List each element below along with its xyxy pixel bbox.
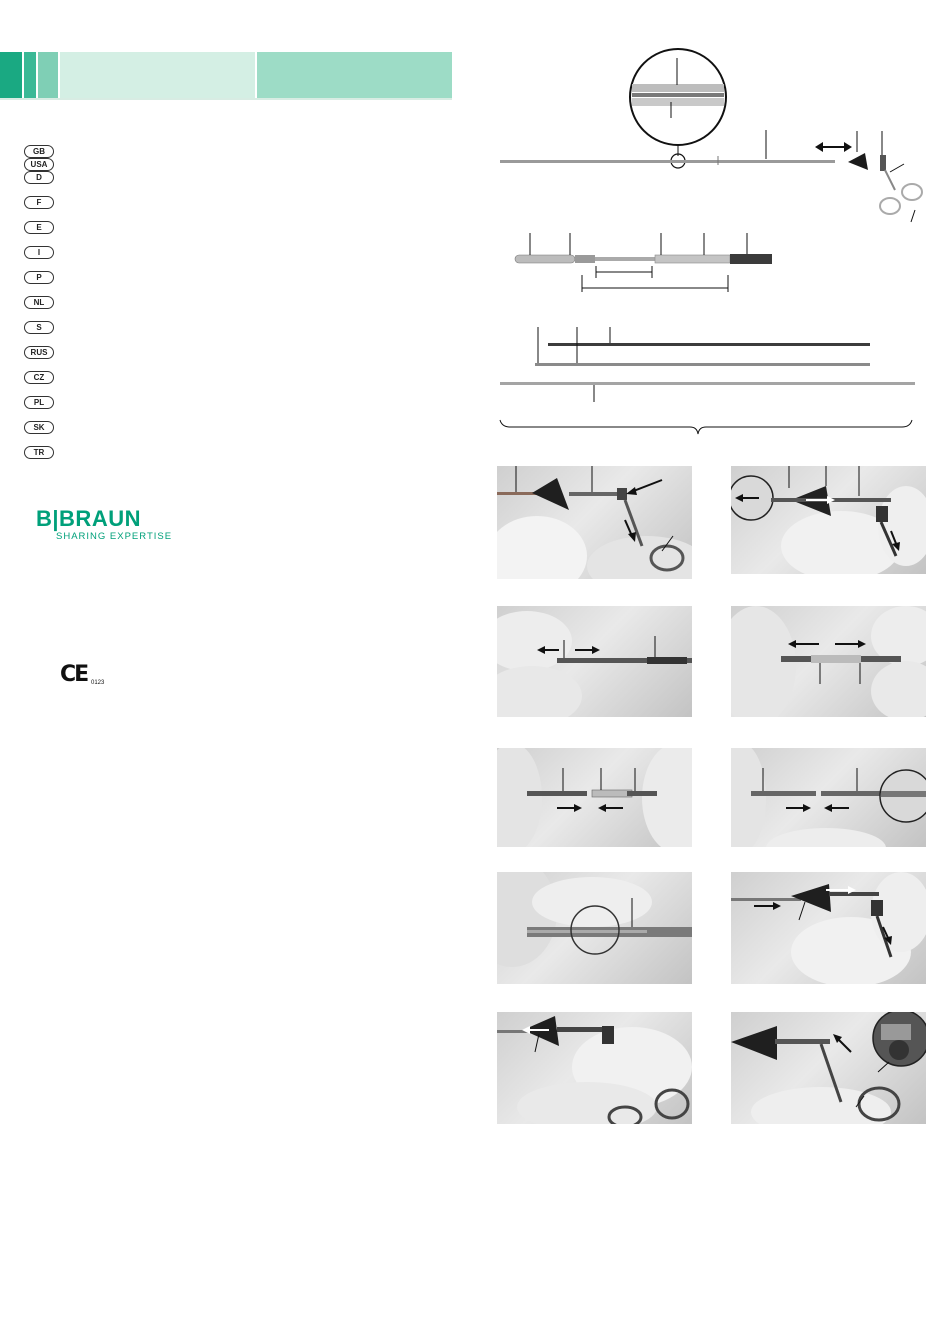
step-photo-5: [497, 748, 692, 847]
language-badge-f: F: [24, 196, 54, 209]
language-badge-d: D: [24, 171, 54, 184]
header-block-5: [257, 52, 452, 98]
ce-mark: CE: [60, 662, 88, 687]
language-badge-sk: SK: [24, 421, 54, 434]
language-badge-gb: GB: [24, 145, 54, 158]
header-block-1: [0, 52, 22, 98]
language-badge-tr: TR: [24, 446, 54, 459]
step-photo-4: [731, 606, 926, 717]
step-photo-1: [497, 466, 692, 579]
step-photo-8: [731, 872, 926, 984]
header-underline: [0, 98, 452, 100]
step-photo-10: [731, 1012, 926, 1124]
language-badge-p: P: [24, 271, 54, 284]
language-badge-usa: USA: [24, 158, 54, 171]
step-photo-2: [731, 466, 926, 574]
brand-logo: B|BRAUN: [36, 506, 141, 531]
language-badge-nl: NL: [24, 296, 54, 309]
instrument-overview-figure: [490, 30, 930, 440]
language-badge-s: S: [24, 321, 54, 334]
step-photo-3: [497, 606, 692, 717]
language-badge-pl: PL: [24, 396, 54, 409]
brand-tagline: SHARING EXPERTISE: [56, 531, 173, 542]
header-block-4: [60, 52, 255, 98]
header-block-3: [38, 52, 58, 98]
language-badge-rus: RUS: [24, 346, 54, 359]
step-photo-9: [497, 1012, 692, 1124]
step-photo-6: [731, 748, 926, 847]
language-badge-e: E: [24, 221, 54, 234]
step-photo-7: [497, 872, 692, 984]
language-badge-cz: CZ: [24, 371, 54, 384]
header-block-2: [24, 52, 36, 98]
language-badge-i: I: [24, 246, 54, 259]
ce-notified-body-number: 0123: [91, 680, 105, 686]
